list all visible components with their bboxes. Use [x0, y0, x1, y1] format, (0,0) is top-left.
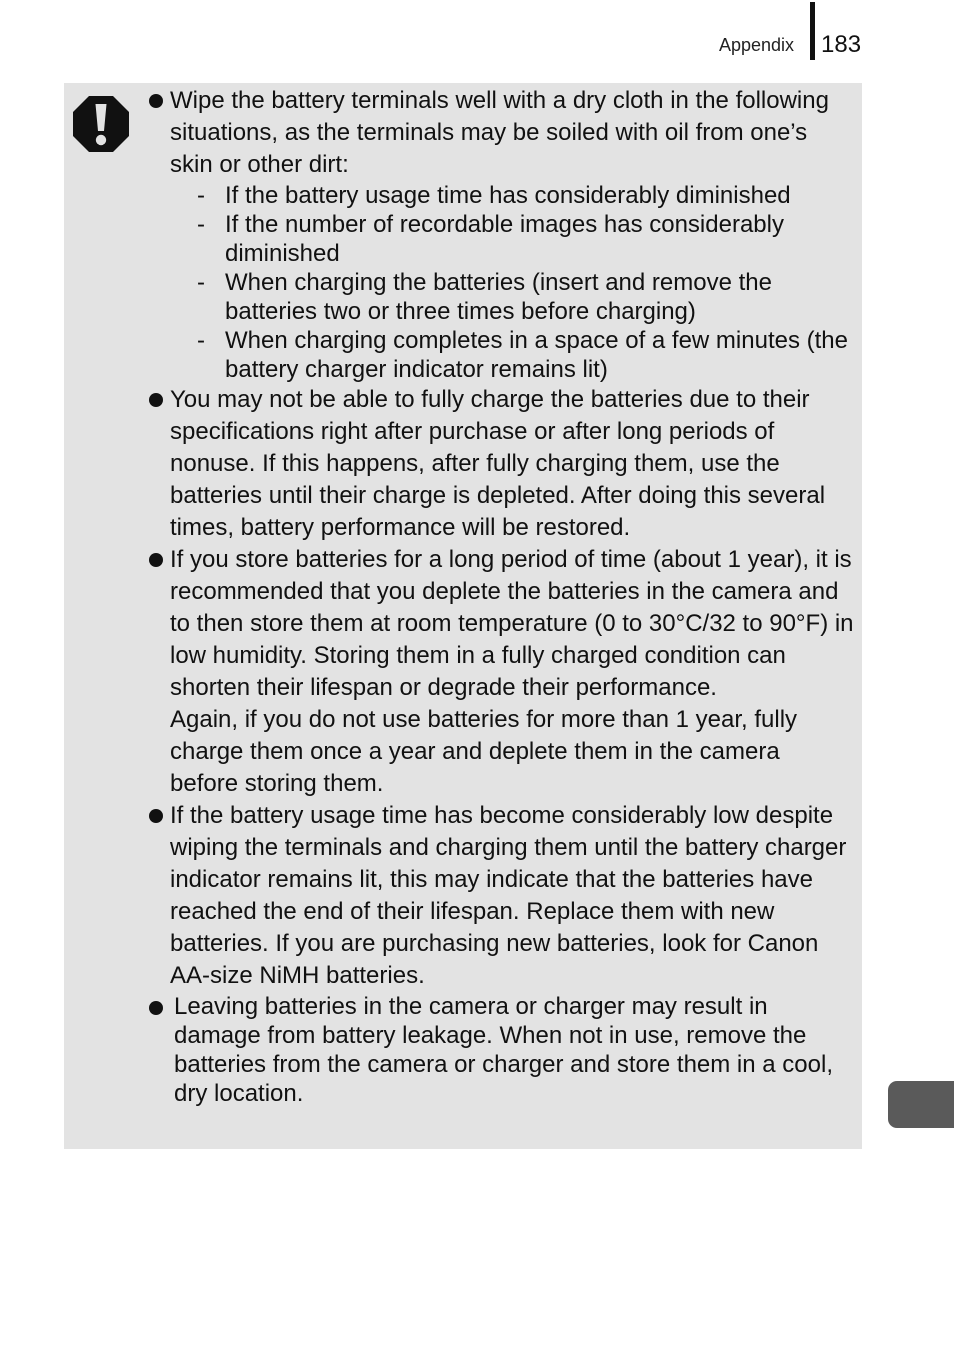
bullet-text: If you store batteries for a long period of time (about 1 year), it is recommended that you deplete the batteries in the camera and to then store them at room temperature (0 to 30°C/32 to 90°F) in low humidity. Storing them in a fully charged condition can shorten their lifespan or degrade their performance.: [170, 546, 854, 701]
sub-item: - If the number of recordable images has considerably diminished: [170, 210, 854, 268]
bullet-item-full-charge: [146, 384, 854, 544]
bullet-text: Wipe the battery terminals well with a dry cloth in the following situations, as the terminals may be soiled with oil from one’s skin or other dirt:: [170, 87, 829, 178]
sub-list: [170, 181, 854, 384]
sub-item: - When charging completes in a space of a few minutes (the battery charger indicator remains lit): [170, 326, 854, 384]
section-label: Appendix: [719, 35, 795, 55]
chapter-index-tab: [888, 1081, 954, 1128]
caution-exclamation-icon: [72, 95, 130, 153]
header-divider: [810, 2, 815, 60]
bullet-text: If the battery usage time has become considerably low despite wiping the terminals and charging them until the battery charger indicator remains lit, this may indicate that the batteries have reached the end of their lifespan. Replace them with new batteries. If you are purchasing new batteries, look for Canon AA-size NiMH batteries.: [170, 802, 847, 989]
bullet-text: Leaving batteries in the camera or charger may result in damage from battery leakage. When not in use, remove the batteries from the camera or charger and store them in a cool, dry location.: [174, 993, 833, 1107]
bullet-item-storage: [146, 544, 854, 800]
bullet-item-leakage: [146, 992, 854, 1108]
sub-item: - When charging the batteries (insert and remove the batteries two or three times before charging): [170, 268, 854, 326]
caution-content: [146, 85, 854, 1108]
bullet-text: You may not be able to fully charge the batteries due to their specifications right after purchase or after long periods of nonuse. If this happens, after fully charging them, use the batteries until their charge is depleted. After doing this several times, battery performance will be restored.: [170, 386, 826, 541]
bullet-item-cleaning: [146, 85, 854, 384]
page-number: 183: [821, 31, 862, 58]
bullet-text-continued: Again, if you do not use batteries for more than 1 year, fully charge them once a year and deplete them in the camera before storing them.: [170, 706, 798, 797]
sub-item: - If the battery usage time has considerably diminished: [170, 181, 854, 210]
bullet-item-lifespan: [146, 800, 854, 992]
